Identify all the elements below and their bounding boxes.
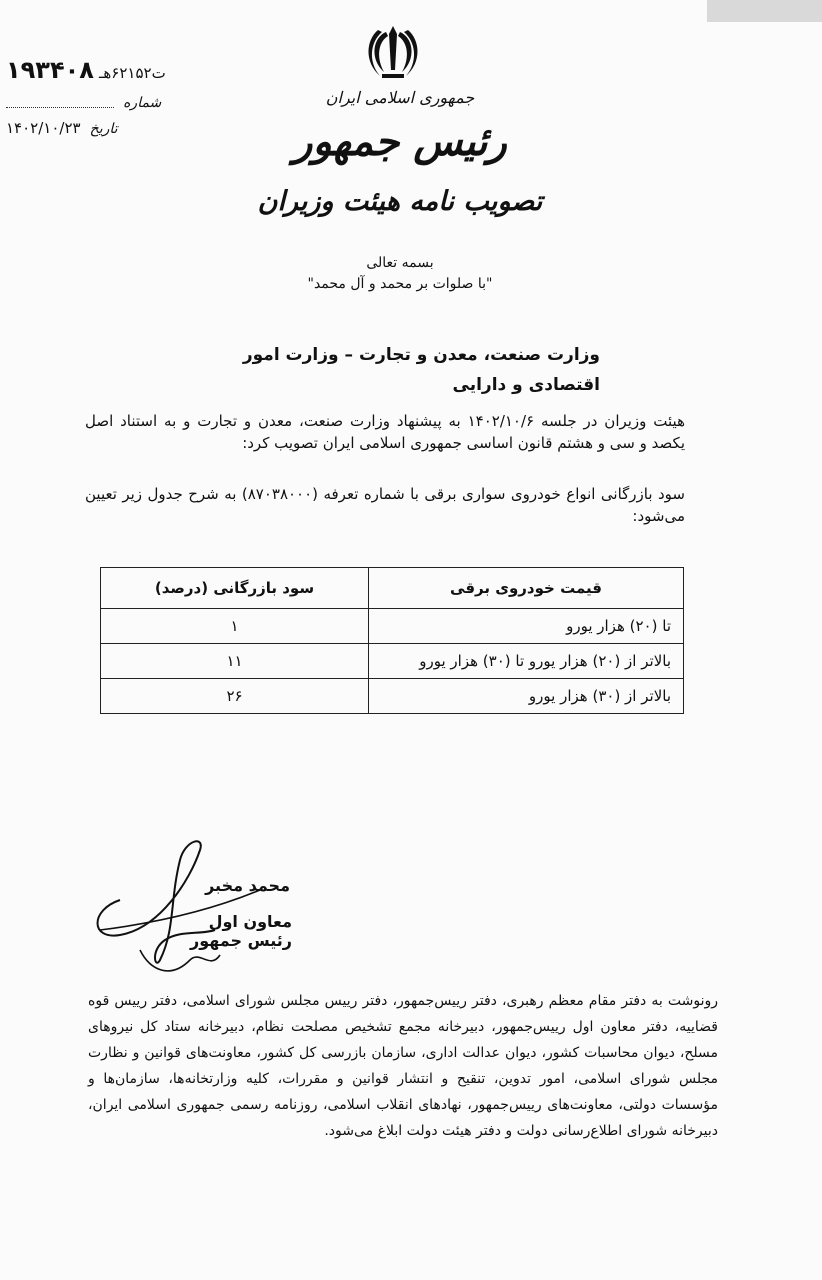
ministries-heading: وزارت صنعت، معدن و تجارت – وزارت امور اقتصادی و دارایی [242, 345, 600, 395]
signer-title: معاون اول رئیس جمهور [190, 912, 292, 950]
salawat: "با صلوات بر محمد و آل محمد" [307, 276, 493, 292]
signer-name: محمد مخبر [205, 876, 290, 895]
letter-no-label-row [6, 92, 161, 111]
profit-cell: ۱ [101, 609, 369, 644]
date-label: تاریخ [89, 121, 118, 137]
dotted-line [6, 97, 114, 108]
date-row [6, 118, 118, 137]
letter-number: ۱۹۳۴۰۸ [6, 56, 94, 84]
cc-list: رونوشت به دفتر مقام معظم رهبری، دفتر رییس‌جمهور، دفتر رییس مجلس شورای اسلامی، دفتر رییس قوه قضاییه، دفتر معاون اول رییس‌جمهور، دبیرخانه مجمع تشخیص مصلحت نظام، دبیرخانه ستاد کل نیروهای مسلح، دیوان محاسبات کشور، دیوان عدالت اداری، سازمان بازرسی کل کشور، معاونت‌های قوانین و نظارت مجلس شورای اسلامی، امور تدوین، تنقیح و انتشار قوانین و مقررات، کلیه وزارتخانه‌ها، سازمان‌ها و مؤسسات دولتی، معاونت‌های رییس‌جمهور، نهادهای انقلاب اسلامی، روزنامه رسمی جمهوری اسلامی ایران، دبیرخانه شورای اطلاع‌رسانی دولت و دفتر هیئت دولت ابلاغ می‌شود. [88, 993, 718, 1139]
price-cell: بالاتر از (۳۰) هزار یورو [369, 679, 684, 714]
president-title: رئیس جمهور [293, 118, 507, 165]
header-profit: سود بازرگانی (درصد) [101, 568, 369, 609]
table-row [101, 644, 684, 679]
corner-tab [707, 0, 822, 22]
price-cell: تا (۲۰) هزار یورو [369, 609, 684, 644]
table-row [101, 609, 684, 644]
profit-cell: ۱۱ [101, 644, 369, 679]
signature-scribble [80, 830, 280, 990]
paragraph-tariff: سود بازرگانی انواع خودروی سواری برقی با شماره تعرفه (۸۷۰۳۸۰۰۰) به شرح جدول زیر تعیین می‌شود: [85, 485, 685, 525]
date-value: ۱۴۰۲/۱۰/۲۳ [6, 119, 81, 137]
profit-cell: ۲۶ [101, 679, 369, 714]
iran-emblem-icon [364, 22, 422, 82]
letter-number-row [6, 56, 166, 84]
basmala: بسمه تعالی [366, 255, 434, 271]
approval-title: تصویب نامه هیئت وزیران [257, 186, 543, 217]
table-header-row [101, 568, 684, 609]
republic-title: جمهوری اسلامی ایران [325, 88, 475, 107]
header-price: قیمت خودروی برقی [369, 568, 684, 609]
table-row [101, 679, 684, 714]
tariff-table [100, 567, 684, 714]
ref-code: ت۶۲۱۵۲هـ [98, 64, 166, 82]
letter-no-label: شماره [123, 95, 162, 111]
paragraph-approval: هیئت وزیران در جلسه ۱۴۰۲/۱۰/۶ به پیشنهاد وزارت صنعت، معدن و تجارت و به استناد اصل یکصد و سی و هشتم قانون اساسی جمهوری اسلامی ایران تصویب کرد: [85, 412, 685, 452]
price-cell: بالاتر از (۲۰) هزار یورو تا (۳۰) هزار یورو [369, 644, 684, 679]
